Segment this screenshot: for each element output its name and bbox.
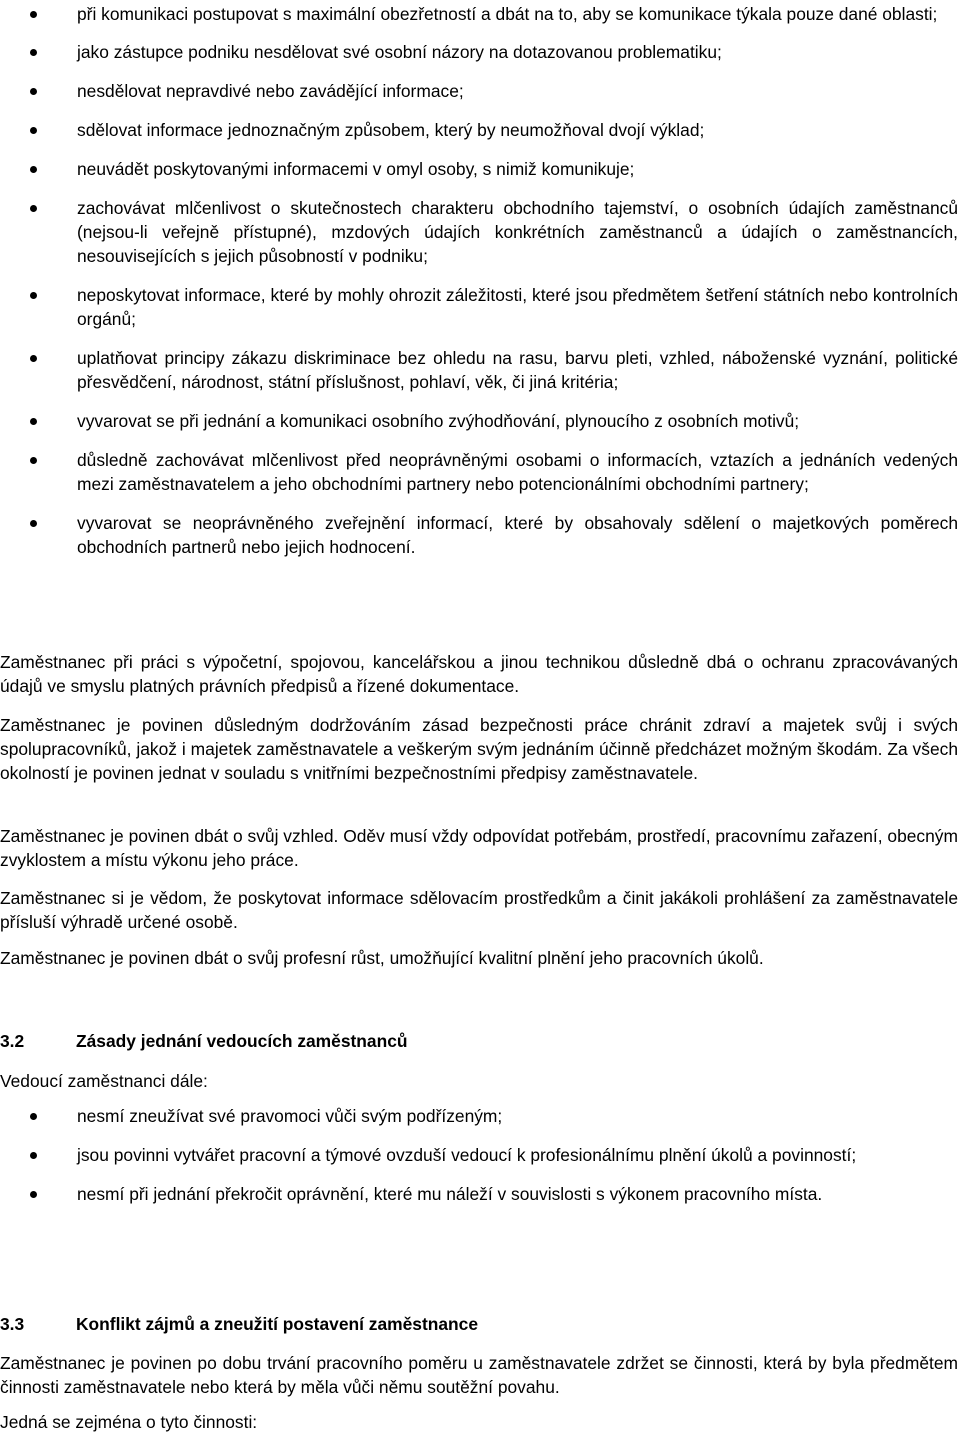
list-item-text: sdělovat informace jednoznačným způsobem, který by neumožňoval dvojí výklad; <box>77 120 705 140</box>
list-item <box>0 118 960 142</box>
paragraph: Zaměstnanec je povinen důsledným dodržováním zásad bezpečnosti práce chránit zdraví a majetek svůj i svých spolupracovníků, jakož i majetek zaměstnavatele a veškerým svým jednáním účinně předcházet možným škodám. Za všech okolností je povinen jednat v souladu s vnitřními bezpečnostními předpisy zaměstnavatele. <box>0 715 958 783</box>
bullet-icon <box>30 88 37 95</box>
list-item-text: nesmí zneužívat své pravomoci vůči svým podřízeným; <box>77 1106 503 1126</box>
bullet-icon <box>30 1113 37 1120</box>
bullet-icon <box>30 292 37 299</box>
list-item-text: vyvarovat se neoprávněného zveřejnění informací, které by obsahovaly sdělení o majetkových poměrech obchodních partnerů nebo jejich hodnocení. <box>77 513 958 557</box>
paragraph: Zaměstnanec je povinen po dobu trvání pracovního poměru u zaměstnavatele zdržet se činnosti, která by byla předmětem činnosti zaměstnavatele nebo která by měla vůči němu soutěžní povahu. <box>0 1353 958 1397</box>
bullet-icon <box>30 418 37 425</box>
list-item <box>0 157 960 181</box>
bullet-icon <box>30 166 37 173</box>
list-item <box>0 283 960 331</box>
paragraph: Zaměstnanec si je vědom, že poskytovat informace sdělovacím prostředkům a činit jakákoli prohlášení za zaměstnavatele přísluší výhradě určené osobě. <box>0 888 958 932</box>
paragraph: Zaměstnanec je povinen dbát o svůj vzhled. Oděv musí vždy odpovídat potřebám, prostředí, pracovnímu zařazení, obecným zvyklostem a místu výkonu jeho práce. <box>0 826 958 870</box>
list-item-text: neuvádět poskytovanými informacemi v omyl osoby, s nimiž komunikuje; <box>77 159 635 179</box>
list-item-text: důsledně zachovávat mlčenlivost před neoprávněnými osobami o informacích, vztazích a jednáních vedených mezi zaměstnavatelem a jeho obchodními partnery nebo potencionálními obchodními partnery; <box>77 450 958 494</box>
bullet-icon <box>30 1152 37 1159</box>
bullet-icon <box>30 127 37 134</box>
list-item <box>0 511 960 559</box>
section-title: Konflikt zájmů a zneužití postavení zaměstnance <box>76 1314 479 1334</box>
list-item <box>0 409 960 433</box>
list-item <box>0 40 960 64</box>
list-item-text: nesdělovat nepravdivé nebo zavádějící informace; <box>77 81 464 101</box>
bullet-icon <box>30 11 37 18</box>
bullet-icon <box>30 520 37 527</box>
bullet-icon <box>30 1191 37 1198</box>
list-item-text: při komunikaci postupovat s maximální obezřetností a dbát na to, aby se komunikace týkala pouze dané oblasti; <box>77 4 938 24</box>
section-heading <box>0 1029 960 1053</box>
list-item <box>0 346 960 394</box>
paragraph: Zaměstnanec při práci s výpočetní, spojovou, kancelářskou a jinou technikou důsledně dbá o ochranu zpracovávaných údajů ve smyslu platných právních předpisů a řízené dokumentace. <box>0 652 958 696</box>
section-intro: Jedná se zejména o tyto činnosti: <box>0 1412 258 1432</box>
section-intro: Vedoucí zaměstnanci dále: <box>0 1071 208 1091</box>
bullet-icon <box>30 205 37 212</box>
bullet-icon <box>30 49 37 56</box>
list-item <box>0 1182 960 1206</box>
section-number: 3.3 <box>0 1314 25 1334</box>
bullet-icon <box>30 355 37 362</box>
list-item-text: neposkytovat informace, které by mohly ohrozit záležitosti, které jsou předmětem šetření státních nebo kontrolních orgánů; <box>77 285 958 329</box>
paragraph: Zaměstnanec je povinen dbát o svůj profesní růst, umožňující kvalitní plnění jeho pracovních úkolů. <box>0 948 764 968</box>
list-item <box>0 79 960 103</box>
list-item-text: nesmí při jednání překročit oprávnění, které mu náleží v souvislosti s výkonem pracovního místa. <box>77 1184 823 1204</box>
section-title: Zásady jednání vedoucích zaměstnanců <box>76 1031 408 1051</box>
list-item <box>0 1143 960 1167</box>
list-item-text: jsou povinni vytvářet pracovní a týmové ovzduší vedoucí k profesionálnímu plnění úkolů a povinností; <box>77 1145 857 1165</box>
section-number: 3.2 <box>0 1031 25 1051</box>
list-item <box>0 196 960 268</box>
list-item <box>0 448 960 496</box>
manager-rules-list <box>0 1104 960 1206</box>
section-heading <box>0 1312 960 1336</box>
list-item <box>0 2 960 26</box>
list-item <box>0 1104 960 1128</box>
list-item-text: jako zástupce podniku nesdělovat své osobní názory na dotazovanou problematiku; <box>77 42 722 62</box>
bullet-icon <box>30 457 37 464</box>
obligations-list <box>0 2 960 559</box>
list-item-text: zachovávat mlčenlivost o skutečnostech charakteru obchodního tajemství, o osobních údajích zaměstnanců (nejsou-li veřejně přístupné), mzdových údajích konkrétních zaměstnanců a údajích o zaměstnancích, nesouvisejících s jejich působností v podniku; <box>77 198 958 266</box>
list-item-text: uplatňovat principy zákazu diskriminace bez ohledu na rasu, barvu pleti, vzhled, náboženské vyznání, politické přesvědčení, národnost, státní příslušnost, pohlaví, věk, či jiná kritéria; <box>77 348 958 392</box>
list-item-text: vyvarovat se při jednání a komunikaci osobního zvýhodňování, plynoucího z osobních motivů; <box>77 411 800 431</box>
